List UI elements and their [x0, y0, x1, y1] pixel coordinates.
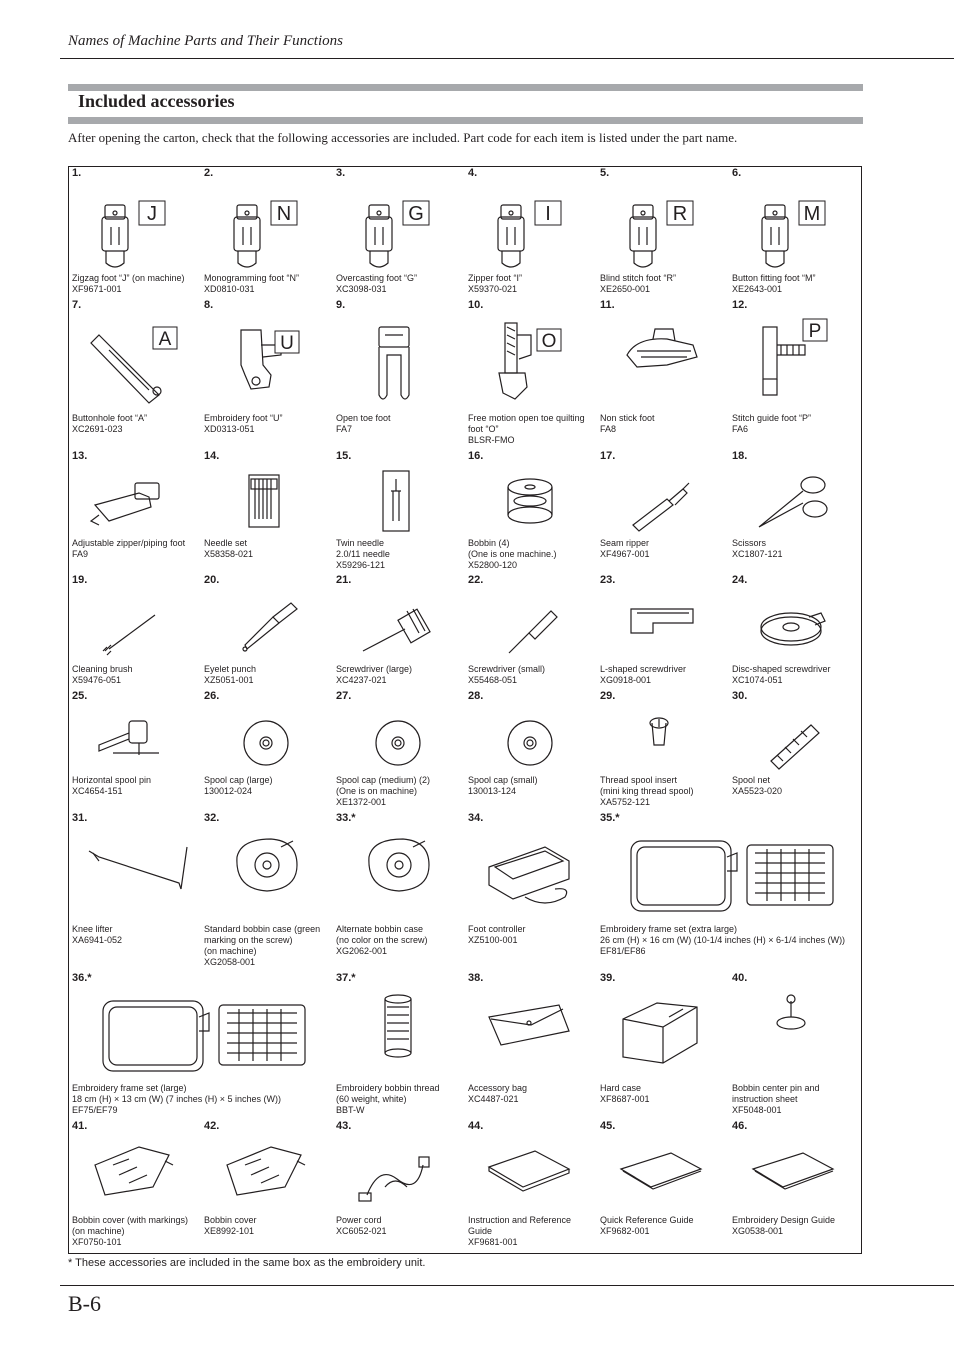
item-code: XC4654-151: [72, 786, 123, 796]
item-name: Stitch guide foot “P”: [732, 413, 812, 423]
buttonhole-foot-icon: [69, 315, 199, 415]
item-caption: [336, 413, 462, 435]
item-number: 11.: [600, 299, 615, 311]
item-caption: [600, 538, 726, 560]
item-caption: [72, 273, 198, 295]
item-name: Zigzag foot “J” (on machine): [72, 273, 185, 283]
item-number: 38.: [468, 972, 484, 984]
item-caption: [204, 664, 330, 686]
item-number: 7.: [72, 299, 82, 311]
item-code: XE2643-001: [732, 284, 783, 294]
stitch-guide-foot-icon: [729, 315, 859, 415]
item-number: 15.: [336, 450, 352, 462]
item-code: FA6: [732, 424, 749, 434]
item-code: XF0750-101: [72, 1237, 122, 1247]
item-code: XE1372-001: [336, 797, 387, 807]
item-caption: [732, 273, 858, 295]
item-code: XF9681-001: [468, 1237, 518, 1247]
item-name: Non stick foot: [600, 413, 655, 423]
item-name: Cleaning brush: [72, 664, 133, 674]
item-number: 43.: [336, 1120, 352, 1132]
svg-text:A: A: [158, 329, 172, 350]
item-number: 9.: [336, 299, 346, 311]
item-caption: [336, 924, 462, 957]
item-name: Embroidery frame set (extra large) 26 cm (H) × 16 cm (W) (10-1/4 inches (H) × 6-1/4 inches (W)): [600, 924, 846, 945]
item-name: Overcasting foot “G”: [336, 273, 418, 283]
item-number: 18.: [732, 450, 748, 462]
item-name: Disc-shaped screwdriver: [732, 664, 831, 674]
embroidery-frame-icon: [597, 827, 857, 927]
item-name: Monogramming foot “N”: [204, 273, 300, 283]
item-name: Button fitting foot “M”: [732, 273, 816, 283]
item-code: XF8687-001: [600, 1094, 650, 1104]
item-code: XG0538-001: [732, 1226, 784, 1236]
accessory-item: [597, 167, 729, 307]
item-name: Power cord: [336, 1215, 382, 1225]
item-name: Scissors: [732, 538, 767, 548]
item-code: XA6941-052: [72, 935, 123, 945]
item-number: 1.: [72, 167, 82, 179]
item-number: 17.: [600, 450, 616, 462]
item-name: Free motion open toe quilting foot “O”: [468, 413, 585, 434]
item-name: Eyelet punch: [204, 664, 257, 674]
accessory-item: [333, 690, 465, 830]
hard-case-icon: [597, 987, 727, 1085]
item-code: X55468-051: [468, 675, 518, 685]
item-name: Embroidery Design Guide: [732, 1215, 836, 1225]
item-number: 20.: [204, 574, 220, 586]
item-name: Thread spool insert (mini king thread spool): [600, 775, 694, 796]
item-number: 8.: [204, 299, 214, 311]
item-number: 29.: [600, 690, 616, 702]
quilting-foot-icon: [465, 315, 595, 415]
svg-text:I: I: [545, 203, 551, 225]
item-name: Bobbin center pin and instruction sheet: [732, 1083, 820, 1104]
item-number: 44.: [468, 1120, 484, 1132]
l-screwdriver-icon: [597, 589, 727, 667]
accessory-item: [201, 299, 333, 439]
screwdriver-small-icon: [465, 589, 595, 667]
accessory-item: [201, 812, 333, 967]
item-code: EF75/EF79: [72, 1105, 118, 1115]
presser-foot-icon: [333, 183, 463, 277]
item-code: FA9: [72, 549, 89, 559]
item-name: Quick Reference Guide: [600, 1215, 694, 1225]
twin-needle-icon: [333, 465, 463, 541]
accessory-item: [729, 450, 861, 590]
accessory-item: [333, 812, 465, 956]
item-caption: [72, 413, 198, 435]
accessory-item: [69, 450, 201, 590]
item-name: Spool cap (large): [204, 775, 273, 785]
item-caption: [468, 664, 594, 686]
book-icon: [465, 1135, 595, 1215]
accessory-item: [201, 167, 333, 307]
center-pin-icon: [729, 987, 859, 1085]
item-number: 12.: [732, 299, 748, 311]
bobbin-cover-icon: [201, 1135, 331, 1215]
accessory-item: [333, 299, 465, 439]
section-title: Included accessories: [78, 91, 235, 111]
item-caption: [336, 775, 462, 808]
item-name: Zipper foot “I”: [468, 273, 523, 283]
item-caption: [336, 273, 462, 295]
spool-insert-icon: [597, 705, 727, 777]
item-number: 32.: [204, 812, 220, 824]
item-code: EF81/EF86: [600, 946, 646, 956]
presser-foot-icon: [465, 183, 595, 277]
item-caption: [204, 775, 330, 797]
item-number: 25.: [72, 690, 88, 702]
accessory-item: [333, 450, 465, 590]
item-code: X52800-120: [468, 560, 518, 570]
spool-pin-icon: [69, 705, 199, 777]
accessory-item: [465, 167, 597, 307]
item-number: 36.*: [72, 972, 92, 984]
item-code: XG0918-001: [600, 675, 652, 685]
item-caption: [336, 538, 462, 571]
item-caption: [468, 924, 594, 946]
accessory-item: [597, 450, 729, 590]
item-number: 19.: [72, 574, 88, 586]
item-caption: [732, 1083, 858, 1116]
item-code: XC4487-021: [468, 1094, 519, 1104]
accessory-item: [69, 167, 201, 307]
item-number: 33.*: [336, 812, 356, 824]
power-cord-icon: [333, 1135, 463, 1215]
item-caption: [72, 1083, 330, 1116]
page-number: B-6: [68, 1291, 101, 1316]
item-name: Spool cap (small): [468, 775, 538, 785]
item-caption: [600, 664, 726, 686]
item-number: 24.: [732, 574, 748, 586]
item-number: 35.*: [600, 812, 620, 824]
svg-text:M: M: [803, 203, 821, 225]
item-caption: [600, 1215, 726, 1237]
item-code: XF9671-001: [72, 284, 122, 294]
accessory-item: [69, 812, 201, 952]
item-number: 26.: [204, 690, 220, 702]
item-code: XC4237-021: [336, 675, 387, 685]
item-number: 39.: [600, 972, 616, 984]
item-caption: [336, 1215, 462, 1237]
knee-lifter-icon: [69, 827, 199, 927]
item-caption: [600, 1083, 726, 1105]
accessory-item: [729, 690, 861, 830]
item-number: 34.: [468, 812, 484, 824]
item-name: Embroidery foot “U”: [204, 413, 283, 423]
eyelet-punch-icon: [201, 589, 331, 667]
item-caption: [732, 1215, 858, 1237]
item-code: BLSR-FMO: [468, 435, 515, 445]
svg-text:R: R: [672, 203, 688, 225]
item-name: Knee lifter: [72, 924, 113, 934]
screwdriver-large-icon: [333, 589, 463, 667]
bobbin-case-icon: [201, 827, 331, 927]
item-code: XD0313-051: [204, 424, 255, 434]
item-caption: [204, 924, 330, 968]
item-caption: [72, 924, 198, 946]
item-name: Spool net: [732, 775, 771, 785]
accessory-item: [333, 972, 465, 1115]
item-name: Embroidery bobbin thread (60 weight, white): [336, 1083, 440, 1104]
item-number: 14.: [204, 450, 220, 462]
open-toe-foot-icon: [333, 315, 463, 415]
item-caption: [72, 664, 198, 686]
accessory-item: [69, 690, 201, 830]
needle-set-icon: [201, 465, 331, 541]
accessory-item: [597, 299, 729, 439]
item-caption: [72, 538, 198, 560]
item-name: Alternate bobbin case (no color on the screw): [336, 924, 428, 945]
item-code: XA5523-020: [732, 786, 783, 796]
item-number: 40.: [732, 972, 748, 984]
item-number: 13.: [72, 450, 88, 462]
accessory-item: [597, 972, 729, 1112]
item-number: 16.: [468, 450, 484, 462]
header-rule: [60, 58, 954, 59]
item-caption: [336, 1083, 462, 1116]
accessory-item: [465, 450, 597, 590]
disc-screwdriver-icon: [729, 589, 859, 667]
item-name: Hard case: [600, 1083, 642, 1093]
accessory-item: [465, 690, 597, 830]
item-caption: [204, 273, 330, 295]
zipper-piping-foot-icon: [69, 465, 199, 541]
bobbin-case-icon: [333, 827, 463, 927]
item-number: 21.: [336, 574, 352, 586]
item-name: Screwdriver (large): [336, 664, 413, 674]
item-number: 5.: [600, 167, 610, 179]
booklet-icon: [729, 1135, 859, 1215]
item-name: Bobbin cover (with markings) (on machine): [72, 1215, 189, 1236]
accessory-item: [465, 1120, 597, 1260]
item-name: Embroidery frame set (large) 18 cm (H) × 13 cm (W) (7 inches (H) × 5 inches (W)): [72, 1083, 282, 1104]
accessory-item: [69, 972, 333, 1115]
item-code: XZ5100-001: [468, 935, 518, 945]
scissors-icon: [729, 465, 859, 541]
item-number: 3.: [336, 167, 346, 179]
item-name: Standard bobbin case (green marking on the screw) (on machine): [204, 924, 321, 956]
item-code: XG2058-001: [204, 957, 256, 967]
item-caption: [732, 413, 858, 435]
item-code: FA7: [336, 424, 353, 434]
item-code: XA5752-121: [600, 797, 651, 807]
item-caption: [732, 538, 858, 560]
item-name: Adjustable zipper/piping foot: [72, 538, 186, 548]
item-code: XC6052-021: [336, 1226, 387, 1236]
thread-spool-icon: [333, 987, 463, 1085]
bobbin-cover-icon: [69, 1135, 199, 1215]
item-code: XD0810-031: [204, 284, 255, 294]
spool-cap-icon: [333, 705, 463, 777]
svg-text:O: O: [541, 331, 557, 352]
item-name: Bobbin (4) (One is one machine.): [468, 538, 557, 559]
item-number: 42.: [204, 1120, 220, 1132]
item-number: 22.: [468, 574, 484, 586]
footnote: * These accessories are included in the same box as the embroidery unit.: [68, 1257, 426, 1269]
item-caption: [204, 538, 330, 560]
item-caption: [600, 273, 726, 295]
accessories-table: [68, 166, 862, 1254]
item-number: 4.: [468, 167, 478, 179]
spool-cap-icon: [201, 705, 331, 777]
presser-foot-icon: [201, 183, 331, 277]
accessory-item: [465, 812, 597, 952]
accessory-item: [729, 972, 861, 1115]
item-name: Needle set: [204, 538, 248, 548]
accessory-bag-icon: [465, 987, 595, 1085]
item-caption: [468, 1083, 594, 1105]
item-number: 31.: [72, 812, 88, 824]
item-number: 28.: [468, 690, 484, 702]
accessory-item: [465, 972, 597, 1112]
item-caption: [732, 775, 858, 797]
accessory-item: [69, 1120, 201, 1260]
svg-text:G: G: [408, 203, 424, 225]
embroidery-frame-icon: [69, 987, 329, 1085]
item-name: Open toe foot: [336, 413, 391, 423]
item-number: 30.: [732, 690, 748, 702]
item-name: Instruction and Reference Guide: [468, 1215, 572, 1236]
item-code: X59476-051: [72, 675, 122, 685]
embroidery-foot-icon: [201, 315, 331, 415]
item-name: Buttonhole foot “A”: [72, 413, 148, 423]
item-name: Blind stitch foot “R”: [600, 273, 677, 283]
item-name: Seam ripper: [600, 538, 650, 548]
presser-foot-icon: [69, 183, 199, 277]
accessory-item: [465, 299, 597, 445]
item-code: XF4967-001: [600, 549, 650, 559]
item-code: XE8992-101: [204, 1226, 255, 1236]
item-caption: [336, 664, 462, 686]
item-name: Bobbin cover: [204, 1215, 257, 1225]
item-number: 37.*: [336, 972, 356, 984]
item-code: X59296-121: [336, 560, 386, 570]
item-name: Screwdriver (small): [468, 664, 546, 674]
presser-foot-icon: [597, 183, 727, 277]
accessory-item: [201, 690, 333, 830]
accessory-item: [597, 812, 861, 956]
accessory-item: [597, 1120, 729, 1260]
foot-controller-icon: [465, 827, 595, 927]
item-number: 6.: [732, 167, 742, 179]
spool-cap-icon: [465, 705, 595, 777]
item-code: BBT-W: [336, 1105, 365, 1115]
item-number: 41.: [72, 1120, 88, 1132]
cleaning-brush-icon: [69, 589, 199, 667]
item-code: XG2062-001: [336, 946, 388, 956]
title-bar-top: [68, 84, 863, 91]
accessory-item: [333, 167, 465, 307]
svg-text:N: N: [276, 203, 292, 225]
accessory-item: [201, 1120, 333, 1260]
item-name: L-shaped screwdriver: [600, 664, 687, 674]
presser-foot-icon: [729, 183, 859, 277]
item-code: XC2691-023: [72, 424, 123, 434]
accessory-item: [69, 299, 201, 439]
item-caption: [732, 664, 858, 686]
item-caption: [468, 538, 594, 571]
item-caption: [468, 775, 594, 797]
bobbin-icon: [465, 465, 595, 541]
accessory-item: [333, 1120, 465, 1260]
accessory-item: [729, 299, 861, 439]
item-code: X59370-021: [468, 284, 518, 294]
item-caption: [72, 1215, 198, 1248]
item-code: XF5048-001: [732, 1105, 782, 1115]
item-code: XE2650-001: [600, 284, 651, 294]
item-code: XC3098-031: [336, 284, 387, 294]
item-number: 27.: [336, 690, 352, 702]
title-bar-bottom: [68, 117, 863, 124]
item-caption: [204, 413, 330, 435]
svg-text:J: J: [147, 203, 157, 225]
item-code: XC1074-051: [732, 675, 783, 685]
svg-text:P: P: [808, 321, 822, 342]
item-code: FA8: [600, 424, 617, 434]
item-number: 45.: [600, 1120, 616, 1132]
item-code: XZ5051-001: [204, 675, 254, 685]
item-code: XF9682-001: [600, 1226, 650, 1236]
item-caption: [204, 1215, 330, 1237]
spool-net-icon: [729, 705, 859, 777]
item-number: 10.: [468, 299, 484, 311]
item-caption: [72, 775, 198, 797]
item-caption: [600, 924, 858, 957]
item-number: 46.: [732, 1120, 748, 1132]
item-code: XC1807-121: [732, 549, 783, 559]
accessory-item: [729, 1120, 861, 1260]
item-code: 130013-124: [468, 786, 517, 796]
seam-ripper-icon: [597, 465, 727, 541]
svg-text:U: U: [280, 333, 294, 354]
non-stick-foot-icon: [597, 315, 727, 415]
item-number: 23.: [600, 574, 616, 586]
item-name: Spool cap (medium) (2) (One is on machine): [336, 775, 431, 796]
item-caption: [600, 775, 726, 808]
item-name: Accessory bag: [468, 1083, 528, 1093]
item-code: 130012-024: [204, 786, 253, 796]
item-code: X58358-021: [204, 549, 254, 559]
item-caption: [468, 1215, 594, 1248]
item-caption: [468, 273, 594, 295]
item-caption: [600, 413, 726, 435]
item-name: Foot controller: [468, 924, 526, 934]
booklet-icon: [597, 1135, 727, 1215]
footer-rule: [60, 1285, 954, 1286]
accessory-item: [597, 690, 729, 830]
intro-text: After opening the carton, check that the following accessories are included. Part code for each item is listed under the part name.: [68, 130, 738, 145]
item-name: Twin needle 2.0/11 needle: [336, 538, 390, 559]
running-header: Names of Machine Parts and Their Functions: [68, 33, 343, 49]
item-caption: [468, 413, 594, 446]
accessory-item: [729, 167, 861, 307]
accessory-item: [201, 450, 333, 590]
item-number: 2.: [204, 167, 214, 179]
item-name: Horizontal spool pin: [72, 775, 152, 785]
